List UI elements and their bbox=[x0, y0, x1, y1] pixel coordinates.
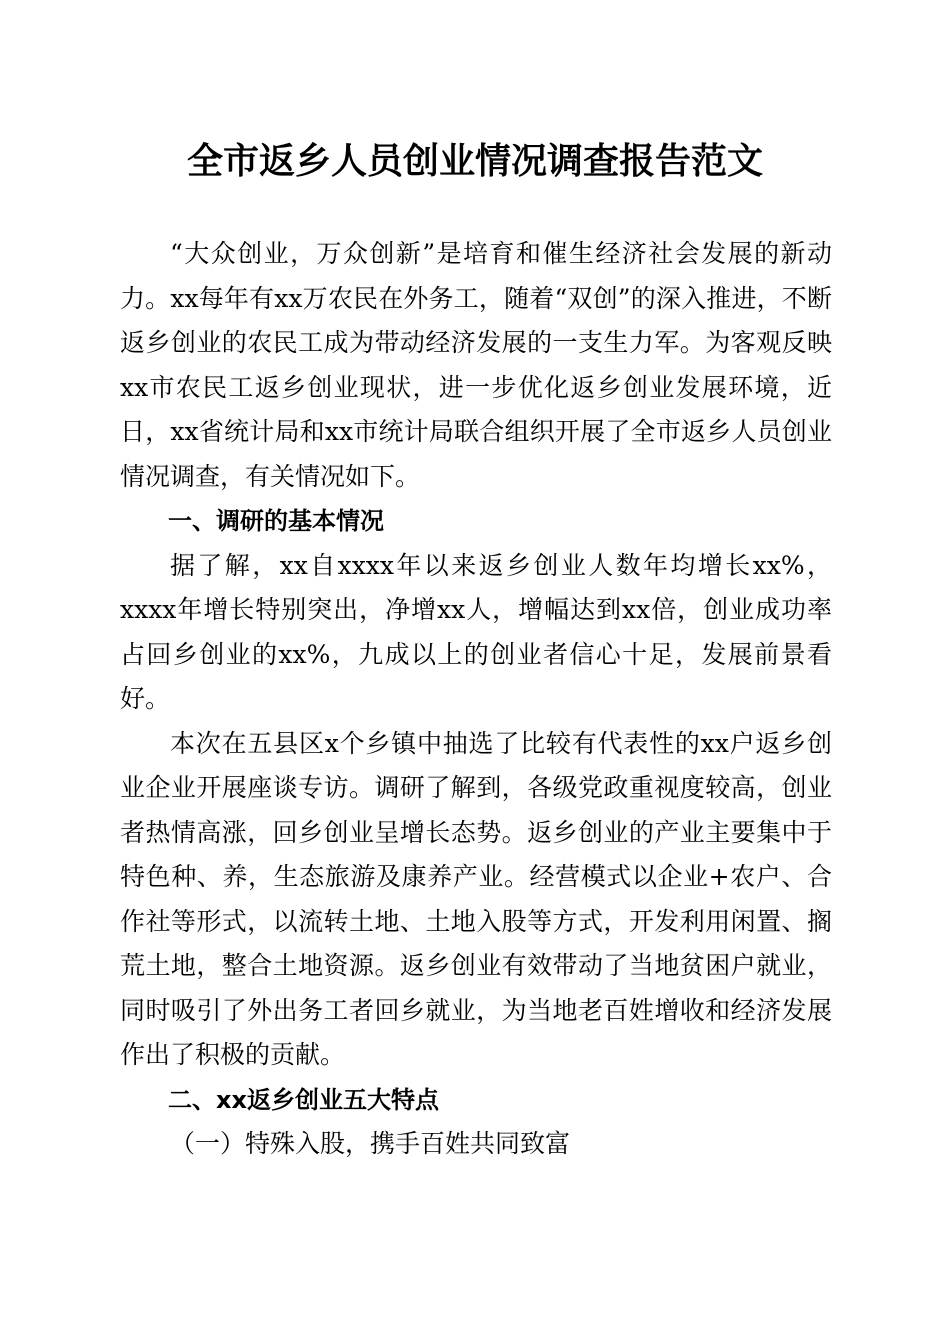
section-heading-2: 二、xx返乡创业五大特点 bbox=[168, 1085, 439, 1114]
section-heading-1: 一、调研的基本情况 bbox=[168, 507, 384, 535]
subsection-heading-1: （一）特殊入股，携手百姓共同致富 bbox=[170, 1129, 571, 1158]
survey-paragraph: 本次在五县区x个乡镇中抽选了比较有代表性的xx户返乡创业企业开展座谈专访。调研了解到，各级党政重视度较高，创业者热情高涨，回乡创业呈增长态势。返乡创业的产业主要集中于特色种、养，生态旅游及康养产业。经营模式以企业+农户、合作社等形式，以流转土地、土地入股等方式，开发利用闲置、搁荒土地，整合土地资源。返乡创业有效带动了当地贫困户就业，同时吸引了外出务工者回乡就业，为当地老百姓增收和经济发展作出了积极的贡献。 bbox=[120, 728, 832, 1069]
basic-info-paragraph: 据了解，xx自xxxx年以来返乡创业人数年均增长xx%，xxxx年增长特别突出，净增xx人，增幅达到xx倍，创业成功率占回乡创业的xx%，九成以上的创业者信心十足，发展前景看好。 bbox=[120, 550, 832, 713]
document-title: 全市返乡人员创业情况调查报告范文 bbox=[186, 141, 763, 182]
intro-paragraph: “大众创业，万众创新”是培育和催生经济社会发展的新动力。xx每年有xx万农民在外务工，随着“双创”的深入推进，不断返乡创业的农民工成为带动经济发展的一支生力军。为客观反映xx市农民工返乡创业现状，进一步优化返乡创业发展环境，近日，xx省统计局和xx市统计局联合组织开展了全市返乡人员创业情况调查，有关情况如下。 bbox=[120, 239, 832, 491]
document-body bbox=[120, 232, 832, 1167]
